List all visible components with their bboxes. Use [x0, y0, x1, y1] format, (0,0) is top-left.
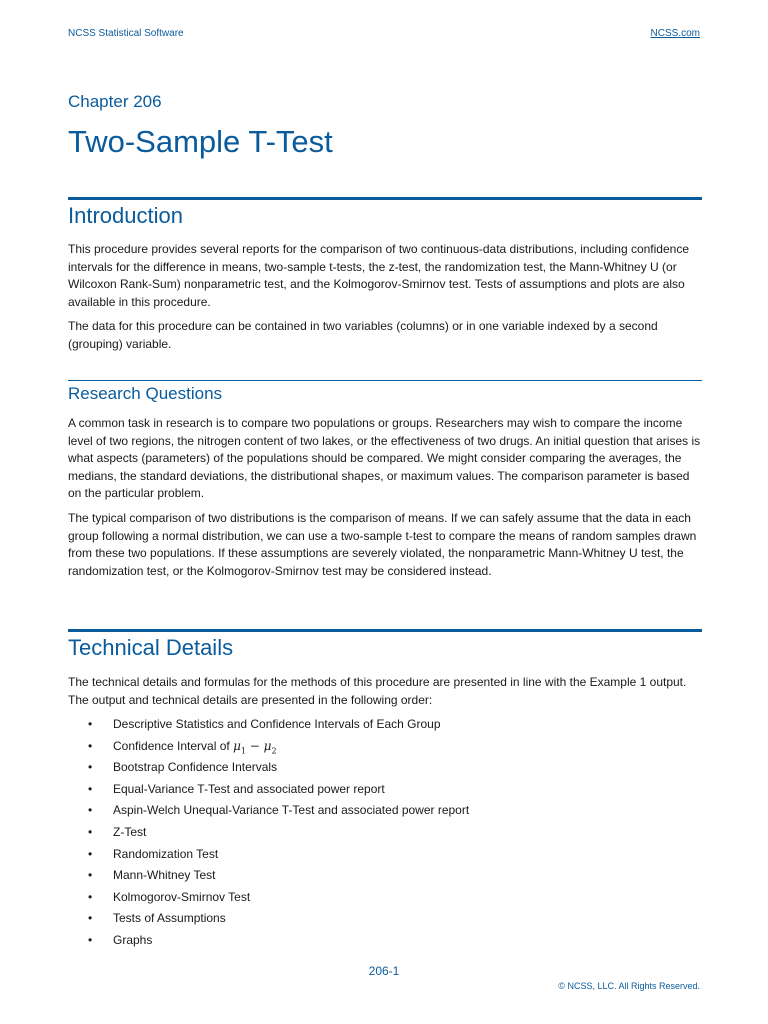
list-item: • Equal-Variance T-Test and associated power report: [68, 779, 702, 801]
technical-paragraph: The technical details and formulas for the methods of this procedure are presented in line with the Example 1 output. The output and technical details are presented in the following order:: [68, 675, 687, 707]
list-item: • Z-Test: [68, 822, 702, 844]
list-item: • Randomization Test: [68, 844, 702, 866]
list-item: • Bootstrap Confidence Intervals: [68, 757, 702, 779]
bullet-icon: •: [88, 717, 93, 731]
introduction-heading: Introduction: [68, 203, 183, 228]
bullet-icon: •: [88, 868, 93, 883]
bullet-icon: •: [88, 911, 93, 926]
mean-difference-formula: $\mu_1 - \mu_2$: [233, 738, 277, 755]
bullet-icon: •: [88, 889, 93, 904]
bullet-icon: •: [88, 803, 93, 818]
bullet-icon: •: [88, 781, 93, 796]
bullet-icon: •: [88, 846, 93, 861]
technical-details-list: [68, 714, 702, 952]
bullet-icon: •: [88, 738, 93, 753]
section-divider: [68, 629, 702, 632]
header-software-name: NCSS Statistical Software: [68, 28, 184, 39]
page-title: Two-Sample T-Test: [68, 124, 333, 159]
subsection-divider: [68, 380, 702, 381]
list-item: • Descriptive Statistics and Confidence Intervals of Each Group: [68, 714, 702, 736]
bullet-icon: •: [88, 760, 93, 775]
bullet-icon: •: [88, 932, 93, 947]
research-paragraph-1: A common task in research is to compare two populations or groups. Researchers may wish to compare the income level of two regions, the nitrogen content of two lakes, or the effectiveness of two drugs. An initial question that arises is what aspects (parameters) of the populations should be compared. We might consider comparing the averages, the medians, the standard deviations, the distributional shapes, or maximum values. The comparison parameter is based on the particular problem.: [68, 416, 701, 500]
bullet-icon: •: [88, 824, 93, 839]
chapter-label: Chapter 206: [68, 92, 162, 111]
research-questions-heading: Research Questions: [68, 384, 223, 403]
list-item: • Mann-Whitney Test: [68, 865, 702, 887]
introduction-paragraph-1: This procedure provides several reports for the comparison of two continuous-data distributions, including confidence intervals for the difference in means, two-sample t-tests, the z-test, the randomization test, the Mann-Whitney U (or Wilcoxon Rank-Sum) nonparametric test, and the Kolmogorov-Smirnov test. Tests of assumptions and plots are also available in this procedure.: [68, 242, 689, 309]
list-item: • Kolmogorov-Smirnov Test: [68, 887, 702, 909]
list-item: • Graphs: [68, 930, 702, 952]
list-item: • Confidence Interval of $\mu_1 - \mu_2$: [68, 736, 702, 758]
list-item: • Aspin-Welch Unequal-Variance T-Test and associated power report: [68, 800, 702, 822]
introduction-paragraph-2: The data for this procedure can be contained in two variables (columns) or in one variable indexed by a second (grouping) variable.: [68, 319, 658, 351]
header-website-link[interactable]: NCSS.com: [650, 28, 700, 39]
page-number: 206-1: [368, 964, 400, 978]
research-paragraph-2: The typical comparison of two distributions is the comparison of means. If we can safely assume that the data in each group following a normal distribution, we can use a two-sample t-test to compare the means of random samples drawn from these two populations. If these assumptions are severely violated, the nonparametric Mann-Whitney U test, the randomization test, or the Kolmogorov-Smirnov test may be considered instead.: [68, 511, 697, 578]
technical-details-heading: Technical Details: [68, 635, 234, 660]
copyright-notice: © NCSS, LLC. All Rights Reserved.: [558, 981, 700, 991]
list-item: • Tests of Assumptions: [68, 908, 702, 930]
section-divider: [68, 197, 702, 200]
